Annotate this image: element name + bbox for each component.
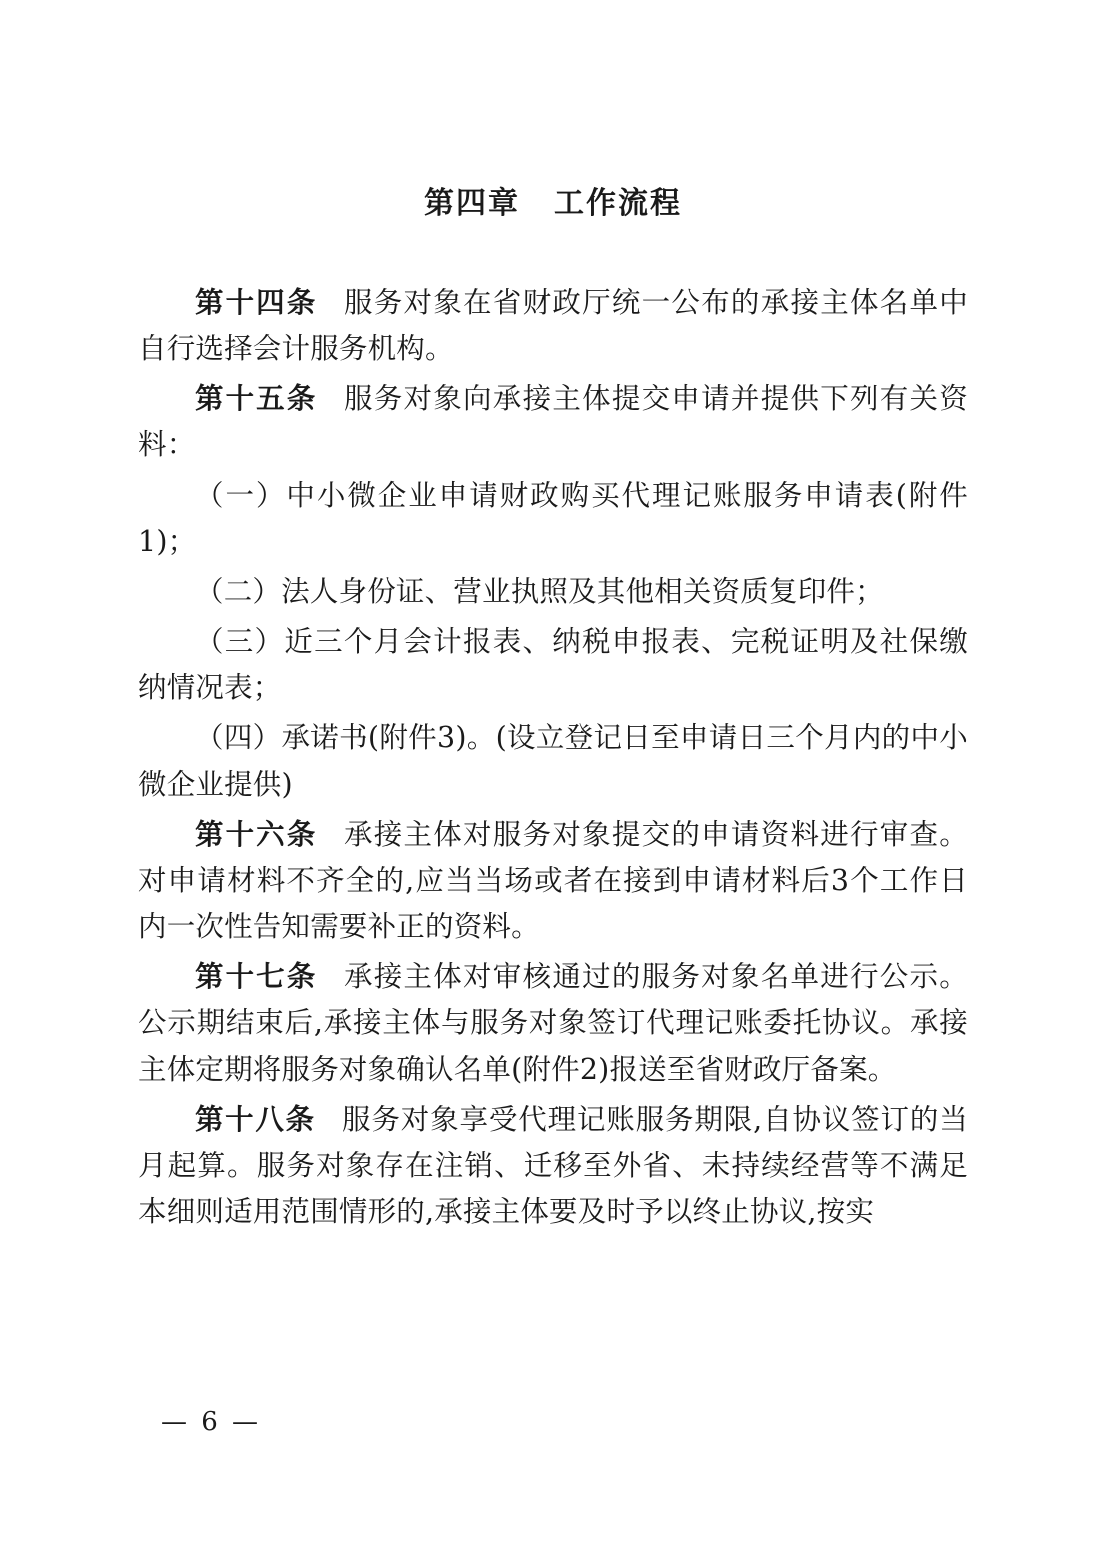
article-label: 第十四条 — [195, 286, 318, 319]
article-label: 第十八条 — [195, 1102, 316, 1136]
page-footer — [0, 1407, 1102, 1437]
paragraph — [138, 376, 968, 468]
article-label: 第十七条 — [195, 960, 318, 994]
paragraph — [138, 1097, 968, 1235]
article-label: 第十六条 — [195, 817, 318, 851]
chapter-heading — [138, 178, 968, 222]
paragraph-text: （四）承诺书(附件3)。(设立登记日至申请日三个月内的中小微企业提供) — [138, 721, 968, 801]
paragraph-text: 服务对象向承接主体提交申请并提供下列有关资料： — [138, 382, 968, 462]
article-label: 第十五条 — [195, 382, 318, 416]
paragraph — [138, 954, 968, 1092]
paragraph-list-item — [138, 715, 968, 807]
paragraph-list-item — [138, 619, 968, 711]
paragraph-text: 承接主体对服务对象提交的申请资料进行审查。对申请材料不齐全的,应当当场或者在接到申请材料后3个工作日内一次性告知需要补正的资料。 — [138, 817, 968, 944]
paragraph-list-item — [138, 473, 968, 565]
paragraph-list-item — [138, 569, 968, 615]
paragraph-text: （三）近三个月会计报表、纳税申报表、完税证明及社保缴纳情况表； — [138, 625, 968, 705]
document-body — [138, 178, 968, 1239]
paragraph — [138, 280, 968, 372]
paragraph-text: 承接主体对审核通过的服务对象名单进行公示。公示期结束后,承接主体与服务对象签订代理记账委托协议。承接主体定期将服务对象确认名单(附件2)报送至省财政厅备案。 — [138, 960, 968, 1086]
paragraph-text: （一）中小微企业申请财政购买代理记账服务申请表(附件1)； — [138, 478, 968, 558]
paragraph-text: 服务对象在省财政厅统一公布的承接主体名单中自行选择会计服务机构。 — [138, 286, 968, 366]
paragraph-text: （二）法人身份证、营业执照及其他相关资质复印件； — [195, 574, 884, 608]
paragraph — [138, 812, 968, 950]
paragraph-text: 服务对象享受代理记账服务期限,自协议签订的当月起算。服务对象存在注销、迁移至外省、未持续经营等不满足本细则适用范围情形的,承接主体要及时予以终止协议,按实 — [138, 1102, 968, 1228]
chapter-title-text: 工作流程 — [554, 186, 682, 221]
page-number: — 6 — — [160, 1407, 262, 1437]
chapter-number: 第四章 — [424, 186, 520, 221]
